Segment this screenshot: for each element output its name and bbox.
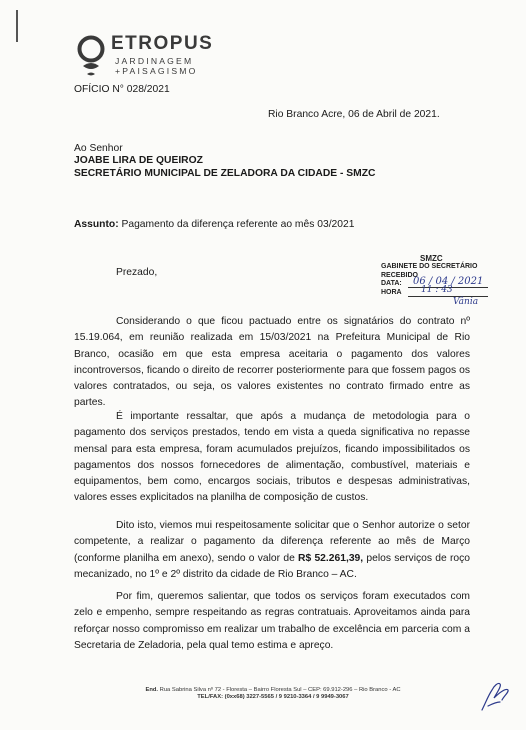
brand-tagline-2: +PAISAGISMO xyxy=(115,66,198,76)
footer-address-text: Rua Sabrina Silva nº 72 - Floresta – Bairro Floresta Sul – CEP: 69.912-296 – Rio Branco - AC xyxy=(158,687,401,693)
footer-address xyxy=(114,687,432,693)
paragraph-1 xyxy=(74,314,470,412)
oficio-number: OFÍCIO N° 028/2021 xyxy=(74,84,170,95)
stamp-org: SMZC xyxy=(420,254,443,263)
recipient-title: SECRETÁRIO MUNICIPAL DE ZELADORA DA CIDADE - SMZC xyxy=(74,168,376,179)
subject-label: Assunto: xyxy=(74,219,119,230)
stamp-time-label: HORA xyxy=(381,289,402,296)
brand-tagline-1: JARDINAGEM xyxy=(115,56,194,66)
stamp-initials: Vânia xyxy=(453,297,479,307)
pin-leaf-icon xyxy=(74,33,108,81)
subject-text: Pagamento da diferença referente ao mês 03/2021 xyxy=(118,219,355,230)
brand-name: ETROPUS xyxy=(111,33,214,54)
stamp-office: GABINETE DO SECRETÁRIO xyxy=(381,263,478,270)
subject-line xyxy=(74,219,354,230)
paragraph-3-text-a: Dito isto, viemos mui respeitosamente solicitar que o Senhor autorize o setor competente, a realizar o pagamento da diferença referente ao mês de Março (conforme planilha em anexo), sendo o valor de xyxy=(74,520,470,564)
binder-mark xyxy=(16,10,18,42)
stamp-date-label: DATA: xyxy=(381,280,402,287)
handwritten-signature xyxy=(478,676,512,714)
paragraph-4-text: Por fim, queremos salientar, que todos os serviços foram executados com zelo e empenho, sempre respeitando as regras contratuais. Aproveitamos ainda para reforçar nosso compromisso em realizar um trabalho de excelência em parceria com a Secretaria de Zeladoria, pela qual temo estima e apreço. xyxy=(74,591,470,651)
company-logo xyxy=(74,30,214,90)
stamp-received: RECEBIDO xyxy=(381,272,418,279)
stamp-date-value: 06 / 04 / 2021 xyxy=(413,276,484,287)
recipient-salutation: Ao Senhor xyxy=(74,143,123,154)
paragraph-3-text-b: pelos serviços de roço mecanizado, no 1º e 2º distrito da cidade de Rio Branco – AC. xyxy=(74,552,471,580)
greeting: Prezado, xyxy=(116,267,158,278)
footer-address-label: End. xyxy=(145,687,159,693)
paragraph-3 xyxy=(74,518,470,583)
recipient-name: JOABE LIRA DE QUEIROZ xyxy=(74,155,203,166)
received-stamp xyxy=(381,254,491,316)
footer-phones: TEL/FAX: (0xx68) 3227-5565 / 9 9210-3364 / 9 9949-3067 xyxy=(197,694,349,700)
paragraph-4 xyxy=(74,589,470,654)
payment-amount: R$ 52.261,39, xyxy=(298,552,364,564)
stamp-time-value: 11 : 43 xyxy=(421,285,453,295)
date-line: Rio Branco Acre, 06 de Abril de 2021. xyxy=(268,109,440,120)
paragraph-2-text: É importante ressaltar, que após a mudança de metodologia para o pagamento dos serviços prestados, tendo em vista a queda significativa no repasse mensal para esta empresa, foram acumulados prejuízos, ficando impossibilitados os pagamentos dos nossos fornecedores de alimentação, combustível, materiais e equipamentos, bem como, encargos sociais, tributos e despesas administrativas, valores esses explicitados na planilha de composição de custos. xyxy=(74,411,470,504)
paragraph-1-text: Considerando o que ficou pactuado entre os signatários do contrato nº 15.19.064, em reunião realizada em 15/03/2021 na Prefeitura Municipal de Rio Branco, ocasião em que esta empresa aceitaria o pagamento dos valores incontroversos, ficando o direito de recorrer posteriormente para que fossem pagos os valores contratados, ou seja, os valores existentes no contrato firmado entre as partes. xyxy=(74,316,470,409)
paragraph-2 xyxy=(74,409,470,507)
